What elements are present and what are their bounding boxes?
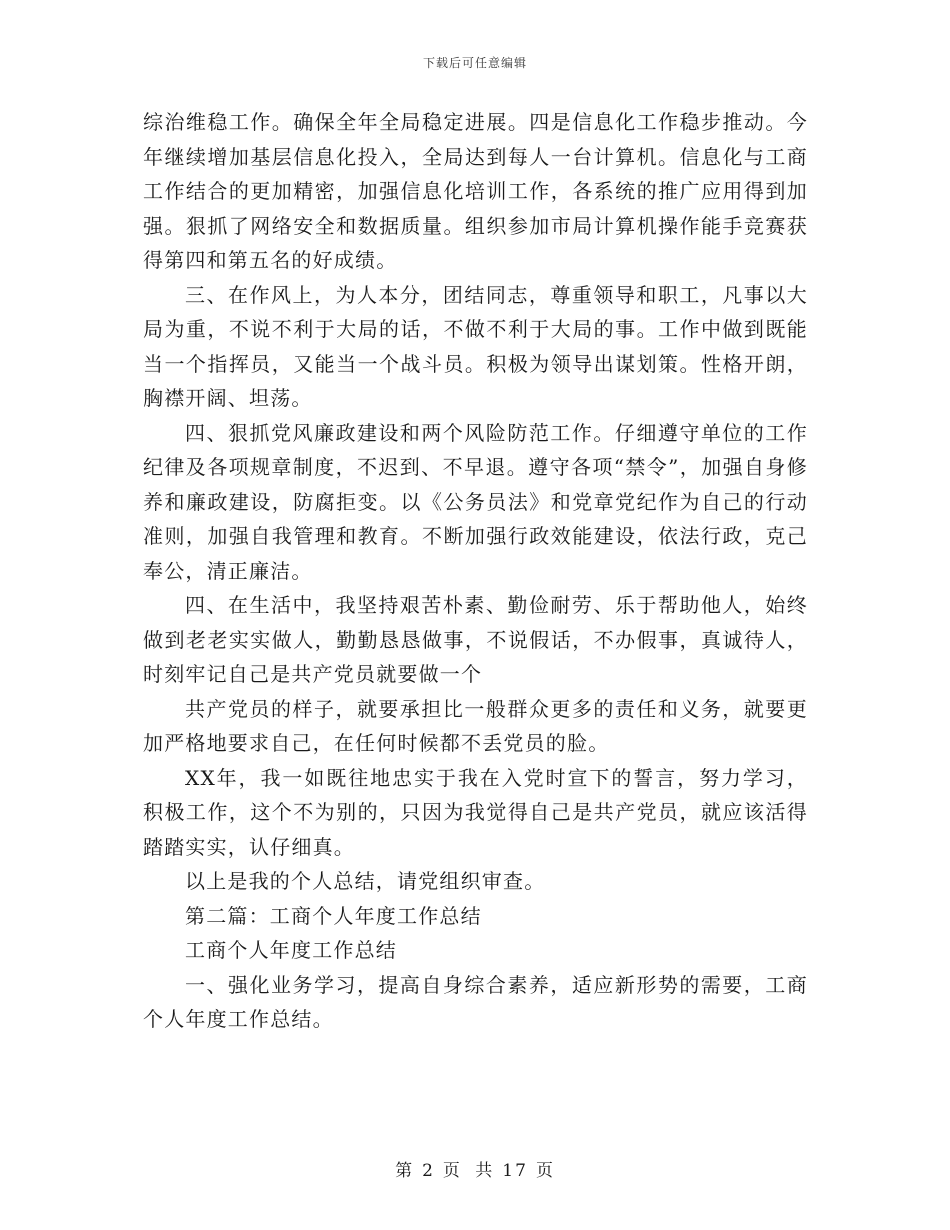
paragraph-2: 三、在作风上，为人本分，团结同志，尊重领导和职工，凡事以大局为重，不说不利于大局的话，不做不利于大局的事。工作中做到既能当一个指挥员，又能当一个战斗员。积极为领导出谋划策。性格开朗，胸襟开阔、坦荡。 xyxy=(143,282,808,410)
page-number: 2 xyxy=(422,1161,435,1181)
page-header: 下载后可任意编辑 xyxy=(422,56,527,70)
page-footer-suffix: 页 xyxy=(535,1161,555,1181)
section-heading: 第二篇：工商个人年度工作总结 xyxy=(185,903,482,928)
paragraph-3: 四、狠抓党风廉政建设和两个风险防范工作。仔细遵守单位的工作纪律及各项规章制度，不迟到、不早退。遵守各项“禁令”，加强自身修养和廉政建设，防腐拒变。以《公务员法》和党章党纪作为自己的行动准则，加强自我管理和教育。不断加强行政效能建设，依法行政，克己奉公，清正廉洁。 xyxy=(143,420,808,583)
paragraph-6: XX年，我一如既往地忠实于我在入党时宣下的誓言，努力学习，积极工作，这个不为别的，只因为我觉得自己是共产党员，就应该活得踏踏实实，认仔细真。 xyxy=(143,765,808,859)
page-footer-middle: 页 共 xyxy=(442,1161,495,1181)
page-footer xyxy=(0,1156,950,1181)
page-total: 17 xyxy=(502,1161,528,1181)
paragraph-7: 以上是我的个人总结，请党组织审查。 xyxy=(185,869,546,893)
paragraph-5: 共产党员的样子，就要承担比一般群众更多的责任和义务，就要更加严格地要求自己，在任何时候都不丢党员的脸。 xyxy=(143,696,808,755)
paragraph-8: 一、强化业务学习，提高自身综合素养，适应新形势的需要，工商个人年度工作总结。 xyxy=(143,972,808,1031)
page-footer-prefix: 第 xyxy=(395,1161,415,1181)
paragraph-1: 综治维稳工作。确保全年全局稳定进展。四是信息化工作稳步推动。今年继续增加基层信息化投入，全局达到每人一台计算机。信息化与工商工作结合的更加精密，加强信息化培训工作，各系统的推广应用得到加强。狠抓了网络安全和数据质量。组织参加市局计算机操作能手竞赛获得第四和第五名的好成绩。 xyxy=(143,110,808,272)
section-title: 工商个人年度工作总结 xyxy=(185,938,397,962)
paragraph-4: 四、在生活中，我坚持艰苦朴素、勤俭耐劳、乐于帮助他人，始终做到老老实实做人，勤勤恳恳做事，不说假话，不办假事，真诚待人，时刻牢记自己是共产党员就要做一个 xyxy=(143,593,808,686)
document-body xyxy=(143,105,808,1037)
